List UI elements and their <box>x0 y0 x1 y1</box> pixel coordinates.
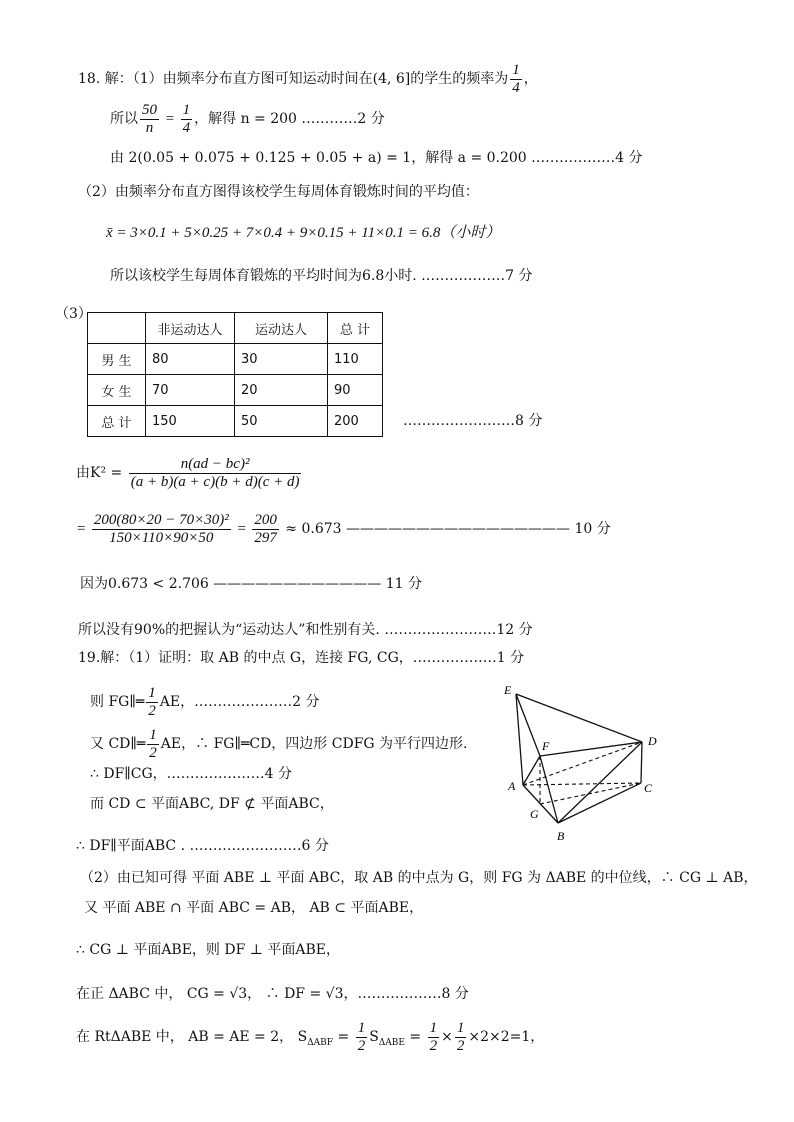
label-C: C <box>644 781 653 795</box>
q19-line-9: ∴ CG ⊥ 平面ABE，则 DF ⊥ 平面ABE， <box>76 942 341 958</box>
edge-AC <box>523 783 641 785</box>
label-G: G <box>530 807 539 821</box>
q18-line-2: 所以 $\frac{50}{n}$ = $\frac{1}{4}$ ，解得 n = 200 …………2 分 <box>110 102 385 136</box>
label-F: F <box>542 739 550 753</box>
fraction: $\frac{\text{200(80×20 − 70×30)²}}{150\times 110\times 90\times 50}$ <box>93 512 229 546</box>
q18-line-1: 18. 解：（1）由频率分布直方图可知运动时间在(4, 6]的学生的频率为 $\frac{1}{4}$ ， <box>78 62 538 96</box>
k2-value: = $\frac{\text{200(80×20 − 70×30)²}}{150\times 110\times 90\times 50}$ = $\frac{200}{297}$ ≈ 0.673 ———————————————— 10 分 <box>76 512 611 546</box>
edge-CD <box>641 742 642 783</box>
label-E: E <box>504 683 512 697</box>
fraction: $\frac{200}{297}$ <box>254 512 277 546</box>
table-row: 女 生 70 20 90 <box>88 375 383 406</box>
label-D: D <box>648 734 657 748</box>
q18-part3-label: （3） <box>55 306 92 322</box>
fraction: $\frac{1}{4}$ <box>182 102 191 136</box>
table-score: ……………………8 分 <box>403 413 543 429</box>
conclusion-line: 所以没有90%的把握认为“运动达人”和性别有关. ……………………12 分 <box>78 622 533 638</box>
q19-line-2: 则 FG∥═ $\frac{1}{2}$ AE，…………………2 分 <box>90 685 320 719</box>
edge-BC <box>558 783 641 823</box>
fraction: $\frac{1}{2}$ <box>357 1020 366 1054</box>
fraction: $\frac{1}{2}$ <box>429 1020 438 1054</box>
contingency-table <box>87 312 383 437</box>
fraction: $\frac{50}{n}$ <box>142 102 157 136</box>
q19-line-6: ∴ DF∥平面ABC . ……………………6 分 <box>76 838 329 854</box>
q19-line-1: 19.解：（1）证明：取 AB 的中点 G，连接 FG, CG，………………1 分 <box>78 650 525 666</box>
edge-AF <box>523 756 540 785</box>
edge-FD <box>540 742 642 756</box>
q19-line-8: 又 平面 ABE ∩ 平面 ABC = AB， AB ⊂ 平面ABE， <box>84 900 424 916</box>
label-A: A <box>508 779 516 793</box>
geometry-figure <box>496 680 666 845</box>
comparison-line: 因为0.673 < 2.706 ———————————— 11 分 <box>80 576 422 592</box>
q19-line-7: （2）由已知可得 平面 ABE ⊥ 平面 ABC，取 AB 的中点为 G，则 FG 为 ΔABE 的中位线，∴ CG ⊥ AB， <box>80 870 758 886</box>
q19-line-3: 又 CD∥═ $\frac{1}{2}$ AE，∴ FG∥═CD，四边形 CDFG 为平行四边形. <box>90 727 468 761</box>
label-B: B <box>557 829 565 843</box>
q19-line-10: 在正 ΔABC 中， CG = √3， ∴ DF = √3，………………8 分 <box>76 986 469 1002</box>
fraction: $\frac{\text{n(ad − bc)²}}{(a + b)(a + c)(b + d)(c + d)}$ <box>130 456 300 490</box>
edge-BD <box>558 742 642 823</box>
table-row: 男 生 80 30 110 <box>88 344 383 375</box>
q18-line-6: 所以该校学生每周体育锻炼的平均时间为6.8小时. ………………7 分 <box>110 268 533 284</box>
q19-line-4: ∴ DF∥CG，…………………4 分 <box>90 766 293 782</box>
table-row: 总 计 150 50 200 <box>88 406 383 437</box>
edge-ED <box>516 694 642 742</box>
q19-line-11: 在 RtΔABE 中， AB = AE = 2， $S_{\Delta ABF}$ = $\frac{1}{2}$ $S_{\Delta ABE}$ = $\frac{1}{2}$ × $\frac{1}{2}$ ×2×2=1， <box>76 1020 545 1054</box>
edge-GC <box>540 783 641 804</box>
fraction: $\frac{1}{2}$ <box>148 685 156 719</box>
edge-AD <box>523 742 642 785</box>
q18-line-4: （2）由频率分布直方图得该校学生每周体育锻炼时间的平均值： <box>78 184 479 200</box>
fraction: $\frac{1}{4}$ <box>512 62 520 96</box>
fraction: $\frac{1}{2}$ <box>149 727 157 761</box>
q19-line-5: 而 CD ⊂ 平面ABC, DF ⊄ 平面ABC， <box>90 796 334 812</box>
table-row: 非运动达人 运动达人 总 计 <box>88 313 383 344</box>
k2-formula: 由K² = $\frac{\text{n(ad − bc)²}}{(a + b)(a + c)(b + d)(c + d)}$ <box>76 456 300 490</box>
q18-line-3: 由 2(0.05 + 0.075 + 0.125 + 0.05 + a) = 1，解得 a = 0.200 ………………4 分 <box>110 150 643 166</box>
fraction: $\frac{1}{2}$ <box>456 1020 465 1054</box>
q18-line-5: x̄ = 3×0.1 + 5×0.25 + 7×0.4 + 9×0.15 + 11×0.1 = 6.8（小时） <box>106 225 501 241</box>
